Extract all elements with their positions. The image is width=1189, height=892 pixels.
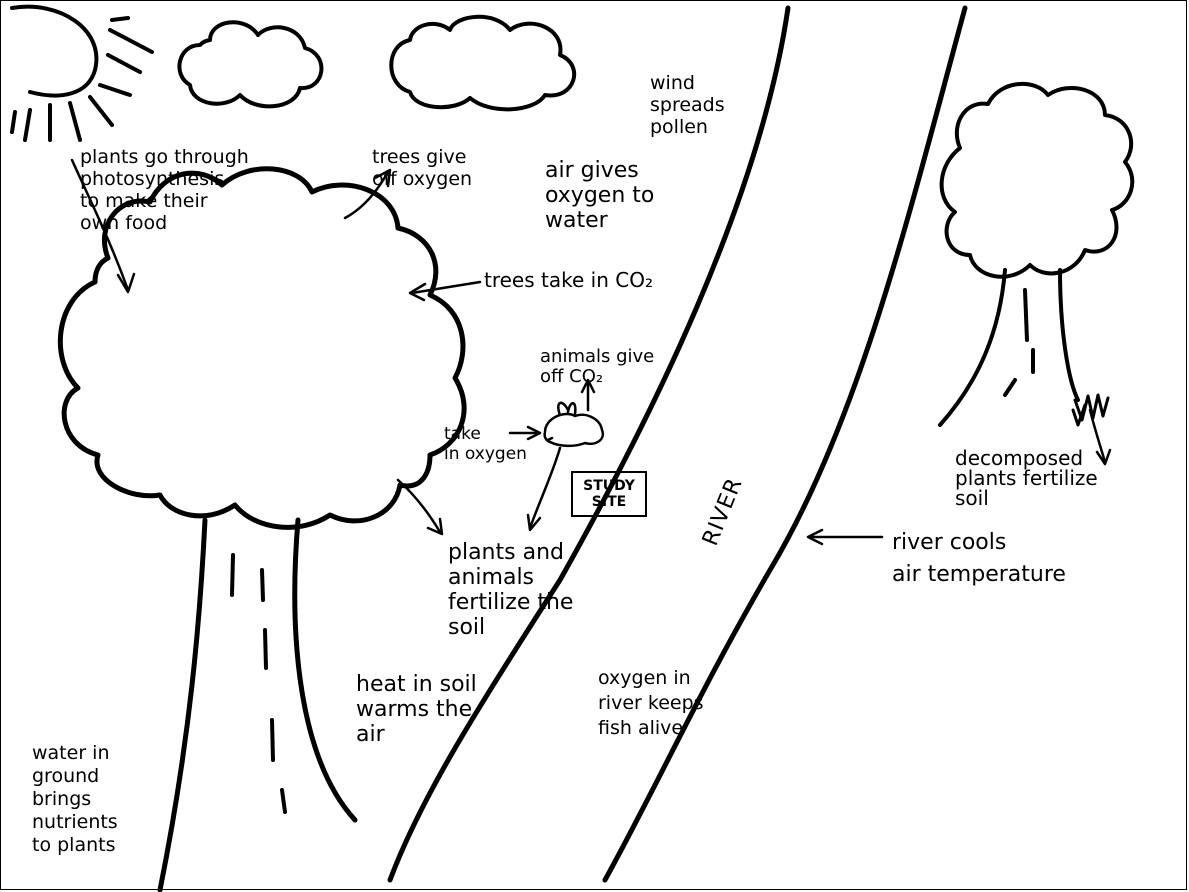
label-fertilize-soil: plants and animals fertilize the soil — [448, 540, 574, 640]
label-photosynthesis: plants go through photosynthesis to make their own food — [80, 146, 249, 234]
tree-trunk — [160, 520, 355, 890]
cloud-icon — [391, 17, 574, 110]
bark-lines — [232, 555, 285, 812]
label-wind-pollen: wind spreads pollen — [650, 72, 725, 138]
label-water-ground: water in ground brings nutrients to plants — [32, 742, 118, 856]
study-site-box: STUDY SITE — [571, 471, 647, 517]
tree-trunk — [940, 270, 1078, 425]
tree-canopy — [942, 84, 1133, 277]
label-trees-co2: trees take in CO₂ — [484, 268, 653, 292]
label-oxygen-river: oxygen in river keeps fish alive — [598, 667, 704, 739]
label-trees-oxygen: trees give off oxygen — [372, 146, 473, 190]
sun-icon — [12, 7, 152, 140]
label-take-oxygen: take in oxygen — [444, 424, 527, 464]
label-animals-co2: animals give off CO₂ — [540, 346, 655, 387]
label-air-oxygen: air gives oxygen to water — [545, 158, 655, 233]
rabbit-icon — [545, 403, 603, 446]
label-heat-soil: heat in soil warms the air — [356, 672, 477, 747]
label-river-cools: river cools air temperature — [892, 530, 1066, 587]
river-label: RIVER — [698, 474, 748, 550]
label-decomposed-plants: decomposed plants fertilize soil — [955, 446, 1098, 510]
cloud-icon — [179, 22, 321, 106]
